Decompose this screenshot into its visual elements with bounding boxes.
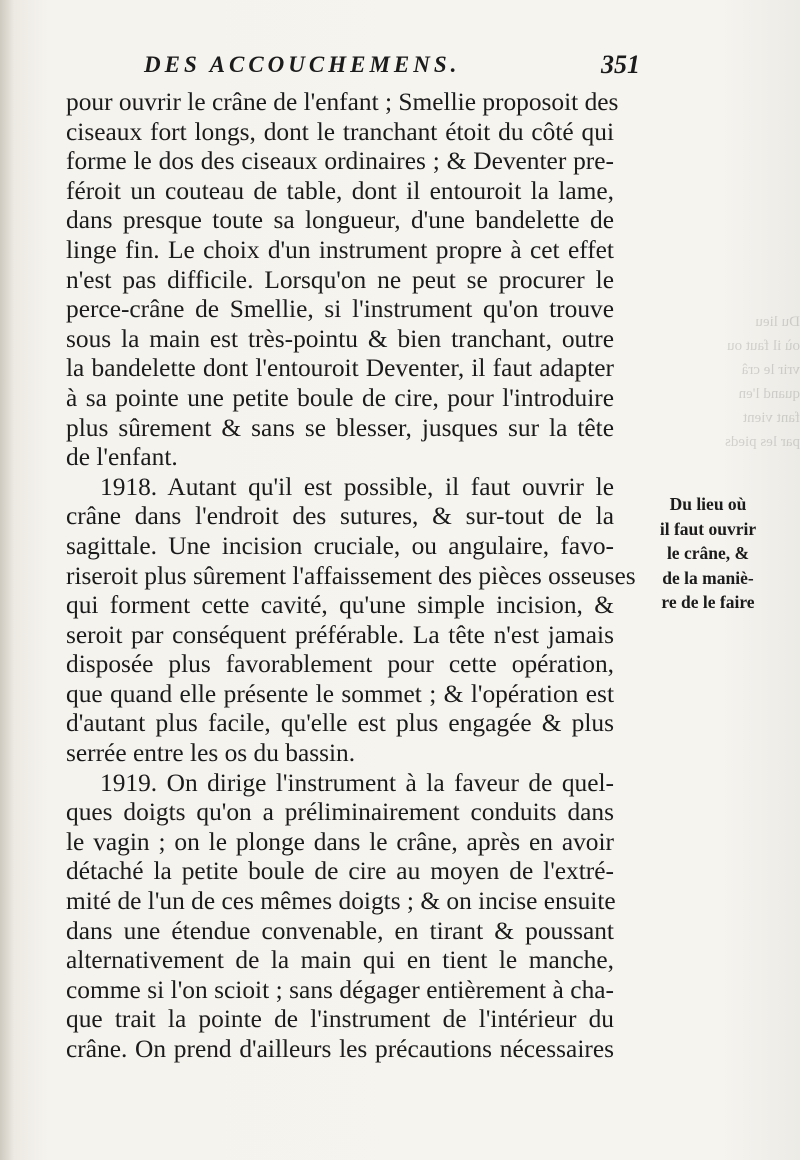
text-line: dans presque toute sa longueur, d'une bandelette de	[66, 206, 614, 235]
text-line: alternativement de la main qui en tient le manche,	[66, 946, 614, 975]
text-line: qui forment cette cavité, qu'une simple incision, &	[66, 591, 614, 620]
text-line: forme le dos des ciseaux ordinaires ; & Deventer pre-	[66, 147, 614, 176]
bleed-line: quand l'en	[738, 386, 800, 402]
text-line: disposée plus favorablement pour cette opération,	[66, 650, 614, 679]
margin-note-line: de la maniè-	[662, 567, 754, 588]
text-line: comme si l'on scioit ; sans dégager entièrement à cha-	[66, 975, 614, 1004]
text-line: perce-crâne de Smellie, si l'instrument qu'on trouve	[66, 295, 614, 324]
text-line: sous la main est très-pointu & bien tranchant, outre	[66, 324, 614, 353]
text-line: d'autant plus facile, qu'elle est plus engagée & plus	[66, 709, 614, 738]
binding-shadow	[0, 0, 14, 1160]
page-number: 351	[601, 50, 640, 79]
bleed-line: vrir le crâ	[741, 362, 800, 378]
text-line: n'est pas difficile. Lorsqu'on ne peut se procurer le	[66, 265, 614, 294]
text-line: féroit un couteau de table, dont il entouroit la lame,	[66, 176, 614, 205]
margin-note-line: il faut ouvrir	[659, 518, 757, 539]
page-header	[120, 52, 640, 86]
text-line: à sa pointe une petite boule de cire, pour l'introduire	[66, 383, 614, 412]
paragraph-1919-start: 1919. On dirige l'instrument à la faveur de quel-	[100, 768, 614, 797]
margin-note-line: le crâne, &	[666, 543, 750, 563]
text-line: serrée entre les os du bassin.	[66, 739, 356, 768]
text-line: ciseaux fort longs, dont le tranchant étoit du côté qui	[66, 117, 614, 146]
bleed-line: où il faut ou	[727, 338, 800, 354]
text-line: pour ouvrir le crâne de l'enfant ; Smellie proposoit des	[66, 88, 619, 116]
text-line: que quand elle présente le sommet ; & l'opération est	[66, 679, 614, 708]
body-text	[66, 88, 636, 1065]
margin-note-line: Du lieu où	[669, 494, 747, 514]
paragraph-1918-start: 1918. Autant qu'il est possible, il faut ouvrir le	[100, 472, 614, 501]
text-line: linge fin. Le choix d'un instrument propre à cet effet	[66, 235, 614, 264]
text-line: ques doigts qu'on a préliminairement conduits dans	[66, 798, 614, 827]
text-line: mité de l'un de ces mêmes doigts ; & on incise ensuite	[66, 887, 616, 916]
text-line: riseroit plus sûrement l'affaissement des pièces osseuses	[66, 561, 636, 590]
margin-note	[618, 492, 798, 615]
text-line: le vagin ; on le plonge dans le crâne, après en avoir	[66, 827, 614, 856]
bleed-through-text	[600, 310, 800, 454]
text-line: de l'enfant.	[66, 443, 178, 472]
margin-note-line: re de le faire	[661, 592, 755, 612]
text-line: dans une étendue convenable, en tirant & poussant	[66, 916, 614, 945]
text-line: crâne dans l'endroit des sutures, & sur-tout de la	[66, 502, 614, 531]
bleed-line: fant vient	[742, 410, 800, 426]
running-head: DES ACCOUCHEMENS.	[144, 52, 461, 77]
bleed-line: Du lieu	[755, 314, 800, 330]
text-line: la bandelette dont l'entouroit Deventer, il faut adapter	[66, 354, 614, 383]
bleed-line: par les pieds	[725, 434, 800, 450]
text-line: seroit par conséquent préférable. La tête n'est jamais	[66, 620, 614, 649]
text-line: que trait la pointe de l'instrument de l'intérieur du	[66, 1005, 614, 1034]
text-line: détaché la petite boule de cire au moyen de l'extré-	[66, 857, 614, 886]
text-line: crâne. On prend d'ailleurs les précautions nécessaires	[66, 1035, 614, 1063]
text-line: sagittale. Une incision cruciale, ou angulaire, favo-	[66, 531, 614, 560]
text-line: plus sûrement & sans se blesser, jusques sur la tête	[66, 413, 614, 442]
